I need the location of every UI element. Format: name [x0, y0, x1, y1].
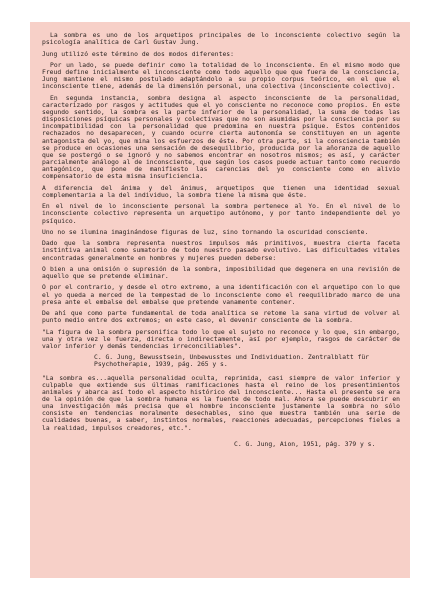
paragraph-second-instance: En segunda instancia, sombra designa al aspecto inconsciente de la personalidad, caracterizado por rasgos y actitudes que el yo consciente no reconoce como propios. En este segundo sentido, la sombra es la parte inferior de la personalidad, la suma de todas las disposiciones psíquicas personales y colectivas que no son asumidas por la consciencia por su incompatibilidad con la personalidad que predomina en nuestra psique. Estos contenidos rechazados no desaparecen, y cuando ocurre cierta autonomía se constituyen en un agente antagonista del yo, que mina los esfuerzos de éste. Por otra parte, si la consciencia también se produce en ocasiones una sensación de desequilibrio, producida por la añoranza de aquello que se postergó o se ignoró y no sabemos encontrar en nosotros mismos; es así, y carácter parcialmente análogo al de inconsciente, que según los casos puede actuar tanto como recuerdo antagónico, que pone de manifiesto las carencias del yo consciente como en alivio compensatorio de esta misma insuficiencia. — [42, 94, 400, 181]
paragraph-two-modes: Jung utilizó este término de dos modos diferentes: — [42, 50, 234, 58]
paragraph-identification: O por el contrario, y desde el otro extremo, a una identificación con el arquetipo con lo que el yo queda a merced de la tempestad de lo inconsciente como el reequilibrado marco de una presa ante el embalse del embalse que pretende vanamente contener. — [42, 284, 400, 306]
paragraph-anima-animus: A diferencia del ánima y del ánimus, arquetipos que tienen una identidad sexual complementaria a la del individuo, la sombra tiene la misma que éste. — [42, 184, 400, 199]
citation-aion: C. G. Jung, Aion, 1951, pág. 379 y s. — [234, 440, 376, 448]
paragraph-middle-point: De ahí que como parte fundamental de toda analítica se retome la sana virtud de volver al punto medio entre dos extremos; en este caso, el devenir consciente de la sombra. — [42, 310, 400, 325]
paragraph-totality: Por un lado, se puede definir como la totalidad de lo inconsciente. En el mismo modo que Freud define inicialmente el inconsciente como todo aquello que que fuera de la consciencia, Jung mantiene el mismo postulado adaptándolo a su propio corpus teórico, en el que el inconsciente tiene, además de la dimensión personal, una colectiva (inconsciente colectivo). — [42, 61, 400, 91]
paragraph-levels: En el nivel de lo inconsciente personal la sombra pertenece al Yo. En el nivel de lo inconsciente colectivo representa un arquetipo autónomo, y por tanto independiente del yo psíquico. — [42, 203, 400, 225]
paragraph-illumination: Uno no se ilumina imaginándose figuras de luz, sino tornando la oscuridad consciente. — [42, 228, 369, 236]
citation-bewusstsein: C. G. Jung, Bewusstsein, Unbewusstes und Individuation. Zentralblatt für Psychotherapie, 1939, pág. 265 y s. — [94, 354, 369, 369]
quote-hidden-personality: "La sombra es...aquella personalidad oculta, reprimida, casi siempre de valor inferior y culpable que extiende sus últimas ramificaciones hasta el reino de los presentimientos animales y abarca así todo el aspecto histórico del inconsciente... Hasta el presente se era de la opinión de que la sombra humana es la fuente de todo mal. Ahora se puede descubrir en una investigación más precisa que el hombre inconsciente justamente la sombra no sólo consiste en tendencias moralmente desechables, sino que muestra también una serie de cualidades buenas, a saber, instintos normales, reacciones adecuadas, percepciones fieles a la realidad, impulsos creadores, etc.". — [42, 374, 400, 432]
typewritten-page — [30, 22, 410, 578]
paragraph-intro: La sombra es uno de los arquetipos principales de lo inconsciente colectivo según la psicología analítica de Carl Gustav Jung. — [42, 32, 400, 47]
paragraph-primitive-impulses: Dado que la sombra representa nuestros impulsos más primitivos, muestra cierta faceta instintiva animal como sumatorio de todo nuestro pasado evolutivo. Las dificultades vitales encontradas generalmente en hombres y mujeres pueden deberse: — [42, 240, 400, 262]
quote-shadow-figure: "La figura de la sombra personifica todo lo que el sujeto no reconoce y lo que, sin embargo, una y otra vez le fuerza, directa o indirectamente, así por ejemplo, rasgos de carácter de valor inferior y demás tendencias irreconciliables". — [42, 328, 400, 350]
paragraph-omission: O bien a una omisión o supresión de la sombra, imposibilidad que degenera en una revisión de aquello que se pretende eliminar. — [42, 265, 400, 281]
